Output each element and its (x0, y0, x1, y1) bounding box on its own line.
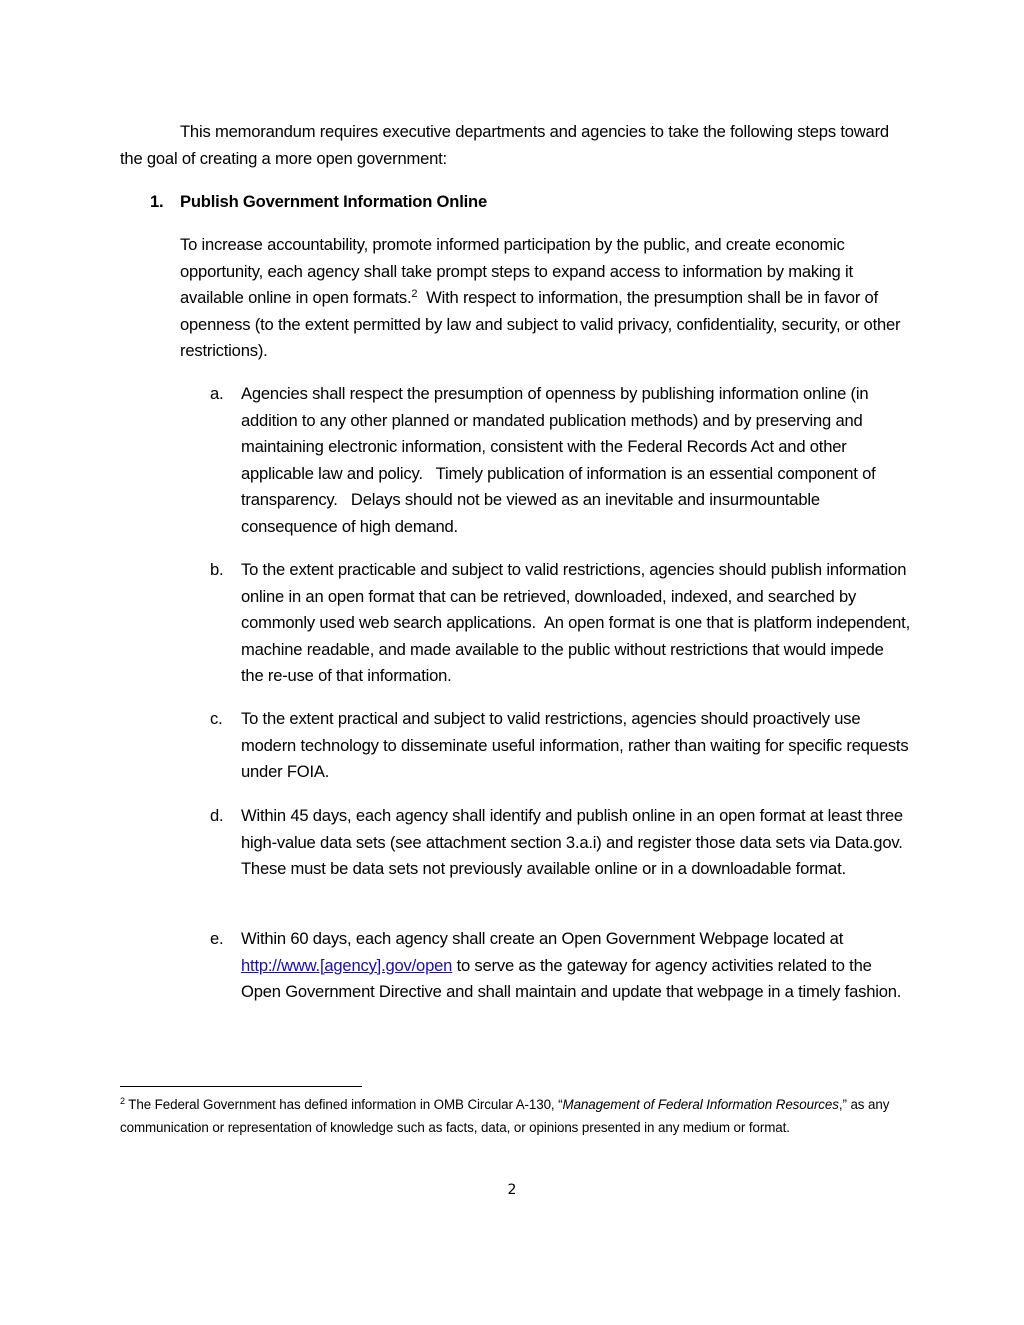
list-item-text (241, 926, 910, 1006)
list-item-text-after-link: to serve as the gateway for agency activities related to the Open Government Directive and shall maintain and update that webpage in a timely fashion. (241, 955, 902, 1001)
list-item-letter: c. (210, 709, 223, 728)
list-item (210, 926, 910, 1006)
list-item-letter: e. (210, 929, 224, 948)
list-item-letter: a. (210, 384, 224, 403)
list-item-text: Within 45 days, each agency shall identify and publish online in an open format at least three high-value data sets (see attachment section 3.a.i) and register those data sets via Data.gov. These must be data sets not previously available online or in a downloadable format. (241, 806, 912, 878)
footnote-reference[interactable]: 2 (411, 288, 418, 300)
list-item (210, 557, 915, 690)
footnote-divider (120, 1086, 362, 1087)
section-number: 1. (150, 192, 164, 211)
section-heading (150, 189, 910, 216)
footnote (120, 1094, 910, 1139)
list-item (210, 706, 910, 786)
footnote-title: Management of Federal Information Resources (562, 1097, 839, 1112)
page-number: 2 (507, 1182, 517, 1198)
footnote-text-after-title: ,” as any communication or representation of knowledge such as facts, data, or opinions presented in any medium or format. (120, 1097, 890, 1135)
list-item-text: To the extent practical and subject to valid restrictions, agencies should proactively use modern technology to disseminate useful information, rather than waiting for specific requests under FOIA. (241, 709, 909, 781)
list-item (210, 381, 910, 540)
paragraph-text-after-note: With respect to information, the presumption shall be in favor of openness (to the extent permitted by law and subject to valid privacy, confidentiality, security, or other restrictions). (180, 288, 905, 360)
intro-paragraph: This memorandum requires executive departments and agencies to take the following steps toward the goal of creating a more open government: (120, 122, 889, 168)
list-item-text-before-link: Within 60 days, each agency shall create an Open Government Webpage located at (241, 929, 844, 948)
paragraph-text-before-note: To increase accountability, promote informed participation by the public, and create economic opportunity, each agency shall take prompt steps to expand access to information by making it available online in open formats. (180, 235, 853, 307)
section-title: Publish Government Information Online (180, 192, 487, 211)
footnote-text-before-title: The Federal Government has defined information in OMB Circular A-130, “ (124, 1097, 563, 1112)
list-item-text: To the extent practicable and subject to valid restrictions, agencies should publish information online in an open format that can be retrieved, downloaded, indexed, and searched by commonly used web search applications. An open format is one that is platform independent, machine readable, and made available to the public without restrictions that would impede the re-use of that information. (241, 560, 915, 685)
list-item-letter: d. (210, 806, 224, 825)
footnote-number: 2 (120, 1096, 125, 1106)
list-item-text: Agencies shall respect the presumption of openness by publishing information online (in addition to any other planned or mandated publication methods) and by preserving and maintaining electronic information, consistent with the Federal Records Act and other applicable law and policy. Timely publication of information is an essential component of transparency. Delays should not be viewed as an inevitable and insurmountable consequence of high demand. (241, 384, 880, 536)
list-item-letter: b. (210, 560, 224, 579)
section-paragraph (180, 232, 905, 365)
list-item (210, 803, 910, 883)
open-government-link[interactable]: http://www.[agency].gov/open (241, 955, 453, 975)
